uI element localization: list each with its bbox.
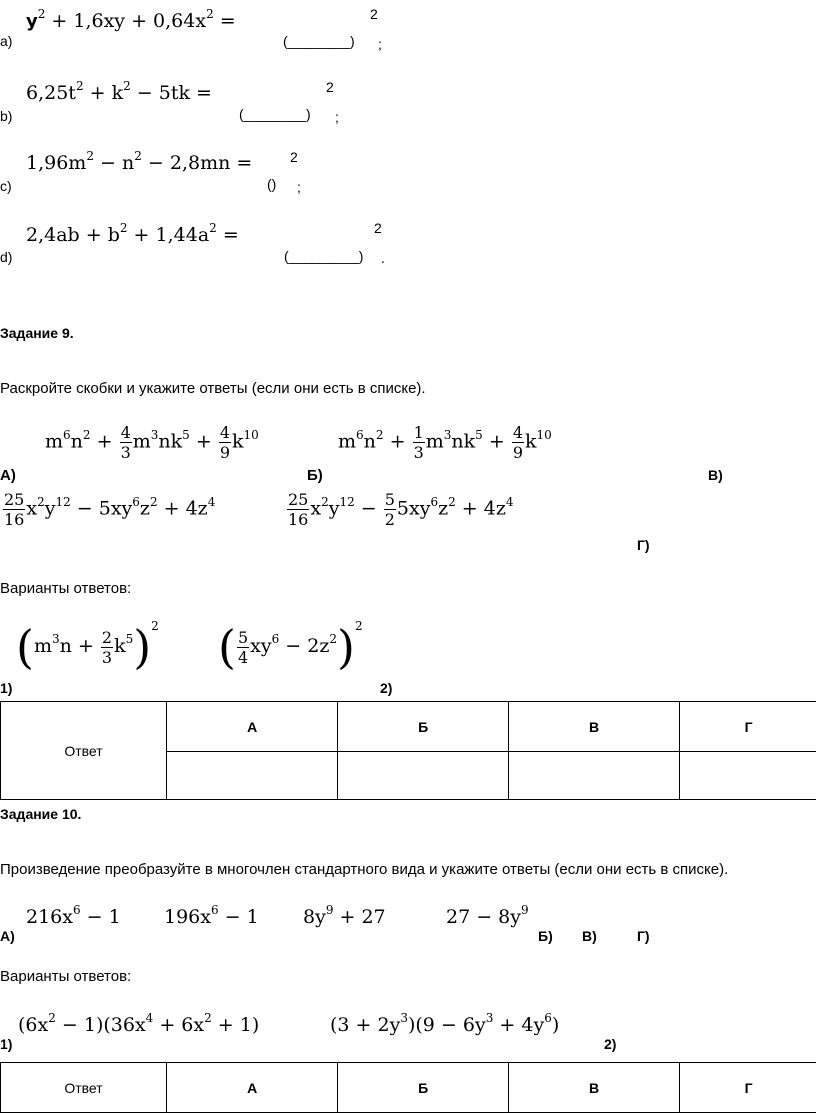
exponent: 2 — [326, 79, 334, 95]
answer-blank[interactable]: (________) — [283, 33, 355, 49]
task9-expression-a: $m^6n^2$ + $\frac{4}{3}$ $m^3nk^5$ + $\frac{4}{9}$ $k^{10}$ — [45, 423, 259, 462]
item-expression: $1,96m^2 - n^2 - 2,8mn$ = — [26, 149, 253, 174]
task10-label-v: В) — [582, 928, 597, 944]
task10-option-2: $(3 + 2y^3)(9 - 6y^3 + 4y^6)$ — [330, 1011, 560, 1036]
task9-option-2: ( $\frac{5}{4}$ $xy^6 - 2z^2)^2$ — [218, 619, 363, 674]
task9-options-title: Варианты ответов: — [0, 580, 132, 597]
item-label: a) — [0, 33, 13, 49]
task10-options-title: Варианты ответов: — [0, 968, 132, 985]
task9-answer-table — [0, 701, 816, 800]
task10-label-a: А) — [0, 928, 15, 944]
answer-header-b: Б — [338, 702, 508, 752]
task10-answer-table — [0, 1062, 816, 1113]
task10-option-2-label: 2) — [604, 1036, 617, 1052]
exponent: 2 — [290, 149, 298, 165]
answer-header-b: Б — [338, 1063, 508, 1113]
task10-title: Задание 10. — [0, 806, 82, 822]
exponent: 2 — [370, 6, 378, 22]
item-end: . — [381, 250, 385, 266]
answer-blank[interactable]: (_________) — [284, 248, 364, 264]
task10-option-1: $(6x^2 - 1)(36x^4 + 6x^2 + 1)$ — [18, 1011, 260, 1036]
task9-label-v: В) — [708, 467, 723, 483]
task9-option-1: ($m^3n$ + $\frac{2}{3}$ $k^5)^2$ — [16, 619, 159, 674]
answer-row-label: Ответ — [1, 702, 167, 800]
item-expression: $6,25t^2 + k^2 - 5tk$ = — [26, 79, 212, 104]
answer-row-label: Ответ — [1, 1063, 167, 1113]
answer-blank[interactable]: () — [267, 176, 277, 192]
task10-expression-a: $216x^6 - 1$ — [26, 903, 121, 928]
task10-label-g: Г) — [637, 928, 650, 944]
answer-cell-v[interactable] — [508, 752, 679, 800]
task10-option-1-label: 1) — [0, 1036, 13, 1052]
task9-expression-b: $m^6n^2$ + $\frac{1}{3}$ $m^3nk^5$ + $\frac{4}{9}$ $k^{10}$ — [338, 423, 552, 462]
task9-label-g: Г) — [637, 537, 650, 553]
task10-expression-b: $196x^6 - 1$ — [164, 903, 259, 928]
task9-label-a: А) — [0, 467, 16, 484]
answer-blank[interactable]: (________) — [239, 106, 311, 122]
task10-expression-g: $27 - 8y^9$ — [446, 903, 529, 928]
item-end: ; — [378, 36, 382, 52]
answer-header-g: Г — [680, 702, 816, 752]
answer-header-g: Г — [680, 1063, 816, 1113]
item-expression: $2,4ab + b^2 + 1,44a^2$ = — [26, 221, 239, 246]
answer-header-v: В — [508, 1063, 679, 1113]
item-label: c) — [0, 178, 12, 194]
item-end: ; — [335, 109, 339, 125]
item-label: b) — [0, 108, 13, 124]
item-expression: $y^2 + 1,6xy + 0,64x^2$ = — [26, 7, 236, 32]
task9-title: Задание 9. — [0, 325, 74, 341]
answer-cell-b[interactable] — [338, 752, 508, 800]
answer-header-a: А — [167, 702, 338, 752]
exponent: 2 — [374, 220, 382, 236]
task9-option-2-label: 2) — [380, 680, 393, 696]
task9-label-b: Б) — [307, 467, 323, 484]
answer-header-a: А — [167, 1063, 338, 1113]
task9-instruction: Раскройте скобки и укажите ответы (если они есть в списке). — [0, 380, 426, 397]
task9-expression-v: $\frac{25}{16}$ $x^2y^{12} - 5xy^6z^2 + 4z^4$ — [4, 490, 216, 529]
item-label: d) — [0, 249, 13, 265]
task9-expression-g: $\frac{25}{16}$ $x^2y^{12}$ − $\frac{5}{2}$ $5xy^6z^2 + 4z^4$ — [288, 490, 514, 529]
task9-option-1-label: 1) — [0, 680, 13, 696]
task10-instruction: Произведение преобразуйте в многочлен стандартного вида и укажите ответы (если они есть в списке). — [0, 861, 729, 878]
task10-expression-v: $8y^9 + 27$ — [303, 903, 386, 928]
task10-label-b: Б) — [538, 928, 553, 944]
answer-cell-a[interactable] — [167, 752, 338, 800]
item-end: ; — [297, 179, 301, 195]
answer-header-v: В — [508, 702, 679, 752]
answer-cell-g[interactable] — [680, 752, 816, 800]
